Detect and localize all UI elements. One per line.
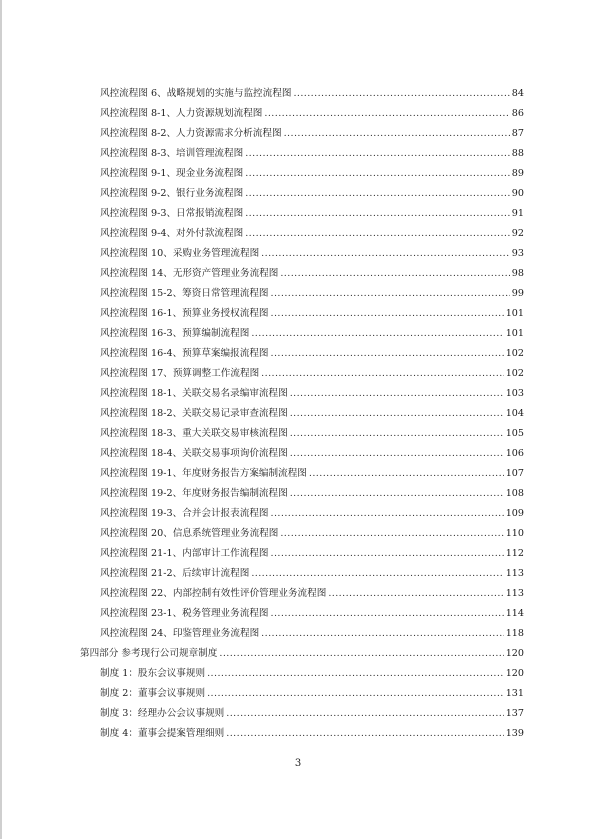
toc-entry[interactable] [100, 626, 524, 642]
page-edge [0, 0, 2, 839]
toc-entry[interactable] [100, 726, 524, 742]
toc-entry-title: 风控流程图 18-1、关联交易名录编审流程图 [100, 388, 288, 399]
toc-dot-leader [226, 726, 503, 742]
toc-entry[interactable] [100, 306, 524, 322]
toc-entry-page: 109 [505, 508, 524, 519]
toc-entry-title: 风控流程图 9-2、银行业务流程图 [100, 188, 244, 199]
toc-entry-title: 风控流程图 19-1、年度财务报告方案编制流程图 [100, 468, 307, 479]
toc-dot-leader [290, 446, 504, 462]
toc-entry-title: 风控流程图 8-3、培训管理流程图 [100, 148, 244, 159]
toc-entry-title: 风控流程图 9-4、对外付款流程图 [100, 228, 244, 239]
toc-entry-title: 风控流程图 16-4、预算草案编报流程图 [100, 348, 269, 359]
toc-entry-title: 风控流程图 8-1、人力资源规划流程图 [100, 108, 263, 119]
toc-entry-title: 制度 4：董事会提案管理细则 [100, 728, 225, 739]
toc-entry[interactable] [100, 346, 524, 362]
toc-dot-leader [219, 646, 503, 662]
toc-entry-title: 风控流程图 18-2、关联交易记录审查流程图 [100, 408, 288, 419]
toc-entry[interactable] [100, 226, 524, 242]
toc-dot-leader [284, 126, 510, 142]
toc-dot-leader [261, 246, 510, 262]
toc-entry[interactable] [100, 606, 524, 622]
toc-entry-title: 风控流程图 17、预算调整工作流程图 [100, 368, 260, 379]
toc-entry-page: 120 [505, 648, 524, 659]
toc-dot-leader [280, 266, 509, 282]
toc-entry[interactable] [100, 566, 524, 582]
toc-entry-title: 风控流程图 19-2、年度财务报告编制流程图 [100, 488, 288, 499]
toc-dot-leader [245, 166, 510, 182]
toc-entry[interactable] [100, 386, 524, 402]
toc-dot-leader [271, 306, 504, 322]
toc-entry[interactable] [100, 466, 524, 482]
toc-entry-page: 92 [511, 228, 524, 239]
toc-entry-page: 105 [505, 428, 524, 439]
toc-entry-title: 风控流程图 21-1、内部审计工作流程图 [100, 548, 269, 559]
toc-entry-title: 第四部分 参考现行公司规章制度 [80, 648, 218, 659]
toc-dot-leader [280, 526, 503, 542]
toc-entry[interactable] [100, 126, 524, 142]
toc-entry[interactable] [100, 526, 524, 542]
toc-entry[interactable] [100, 686, 524, 702]
toc-entry[interactable] [100, 186, 524, 202]
toc-dot-leader [328, 586, 503, 602]
toc-entry-title: 风控流程图 16-3、预算编制流程图 [100, 328, 250, 339]
toc-dot-leader [226, 706, 503, 722]
toc-entry[interactable] [100, 406, 524, 422]
toc-dot-leader [261, 626, 504, 642]
toc-entry-title: 风控流程图 9-3、日常报销流程图 [100, 208, 244, 219]
toc-dot-leader [309, 466, 504, 482]
toc-dot-leader [207, 666, 504, 682]
toc-entry[interactable] [100, 326, 524, 342]
toc-entry-page: 106 [505, 448, 524, 459]
toc-entry[interactable] [100, 206, 524, 222]
toc-dot-leader [251, 326, 503, 342]
toc-entry-page: 113 [505, 588, 524, 599]
toc-entry[interactable] [100, 106, 524, 122]
toc-dot-leader [264, 106, 509, 122]
toc-entry[interactable] [100, 86, 524, 102]
toc-entry-page: 110 [505, 528, 524, 539]
toc-entry-title: 风控流程图 16-1、预算业务授权流程图 [100, 308, 269, 319]
toc-entry-page: 87 [511, 128, 524, 139]
toc-entry-title: 风控流程图 10、采购业务管理流程图 [100, 248, 260, 259]
toc-entry-page: 120 [505, 668, 524, 679]
toc-entry-page: 86 [511, 108, 524, 119]
toc-entry-title: 风控流程图 19-3、合并会计报表流程图 [100, 508, 269, 519]
toc-entry-title: 风控流程图 22、内部控制有效性评价管理业务流程图 [100, 588, 327, 599]
toc-dot-leader [207, 686, 504, 702]
toc-entry-title: 风控流程图 23-1、税务管理业务流程图 [100, 608, 269, 619]
toc-dot-leader [261, 366, 504, 382]
toc-entry-page: 104 [505, 408, 524, 419]
toc-entry-page: 113 [505, 568, 524, 579]
toc-entry-title: 制度 2：董事会议事规则 [100, 688, 206, 699]
toc-entry[interactable] [100, 166, 524, 182]
toc-dot-leader [245, 226, 510, 242]
toc-entry[interactable] [100, 446, 524, 462]
toc-entry-title: 风控流程图 20、信息系统管理业务流程图 [100, 528, 279, 539]
toc-entry[interactable] [100, 546, 524, 562]
toc-entry-title: 风控流程图 6、战略规划的实施与监控流程图 [100, 88, 292, 99]
toc-entry-page: 108 [505, 488, 524, 499]
toc-entry-title: 制度 3：经理办公会议事规则 [100, 708, 225, 719]
toc-entry-page: 139 [505, 728, 524, 739]
toc-entry-page: 93 [511, 248, 524, 259]
toc-entry-title: 风控流程图 18-3、重大关联交易审核流程图 [100, 428, 288, 439]
toc-dot-leader [290, 406, 504, 422]
toc-entry[interactable] [100, 366, 524, 382]
toc-dot-leader [245, 206, 510, 222]
toc-entry-page: 112 [505, 548, 524, 559]
toc-entry-page: 91 [511, 208, 524, 219]
toc-entry-page: 88 [511, 148, 524, 159]
toc-entry-title: 风控流程图 24、印鉴管理业务流程图 [100, 628, 260, 639]
toc-entry-page: 90 [511, 188, 524, 199]
toc-dot-leader [271, 346, 504, 362]
toc-dot-leader [251, 566, 503, 582]
toc-dot-leader [290, 426, 504, 442]
toc-dot-leader [271, 286, 510, 302]
toc-entry[interactable] [100, 146, 524, 162]
toc-entry[interactable] [100, 706, 524, 722]
toc-entry[interactable] [100, 286, 524, 302]
page-number: 3 [294, 758, 302, 769]
toc-entry-title: 风控流程图 15-2、筹资日常管理流程图 [100, 288, 269, 299]
toc-dot-leader [271, 546, 504, 562]
toc-dot-leader [271, 606, 504, 622]
toc-entry-title: 风控流程图 14、无形资产管理业务流程图 [100, 268, 279, 279]
toc-entry-page: 99 [511, 288, 524, 299]
toc-entry-page: 137 [505, 708, 524, 719]
toc-entry-page: 103 [505, 388, 524, 399]
toc-entry-page: 114 [505, 608, 524, 619]
toc-entry-page: 102 [505, 348, 524, 359]
toc-entry[interactable] [100, 486, 524, 502]
toc-entry-title: 风控流程图 9-1、现金业务流程图 [100, 168, 244, 179]
toc-dot-leader [271, 506, 504, 522]
toc-entry-title: 制度 1：股东会议事规则 [100, 668, 206, 679]
toc-entry-page: 89 [511, 168, 524, 179]
toc-entry-page: 102 [505, 368, 524, 379]
toc-entry-title: 风控流程图 18-4、关联交易事项询价流程图 [100, 448, 288, 459]
toc-entry-title: 风控流程图 21-2、后续审计流程图 [100, 568, 250, 579]
toc-entry[interactable] [100, 246, 524, 262]
toc-entry[interactable] [100, 666, 524, 682]
toc-entry-page: 101 [505, 328, 524, 339]
toc-entry[interactable] [100, 426, 524, 442]
toc-entry-page: 98 [511, 268, 524, 279]
toc-entry[interactable] [80, 646, 524, 662]
toc-entry-page: 131 [505, 688, 524, 699]
toc-entry[interactable] [100, 266, 524, 282]
toc-entry-title: 风控流程图 8-2、人力资源需求分析流程图 [100, 128, 282, 139]
toc-dot-leader [245, 146, 510, 162]
toc-dot-leader [290, 386, 504, 402]
toc-entry-page: 101 [505, 308, 524, 319]
toc-dot-leader [290, 486, 504, 502]
toc-entry-page: 118 [505, 628, 524, 639]
toc-entry-page: 84 [511, 88, 524, 99]
toc-entry[interactable] [100, 586, 524, 602]
toc-dot-leader [293, 86, 509, 102]
toc-entry-page: 107 [505, 468, 524, 479]
toc-entry[interactable] [100, 506, 524, 522]
toc-dot-leader [245, 186, 510, 202]
